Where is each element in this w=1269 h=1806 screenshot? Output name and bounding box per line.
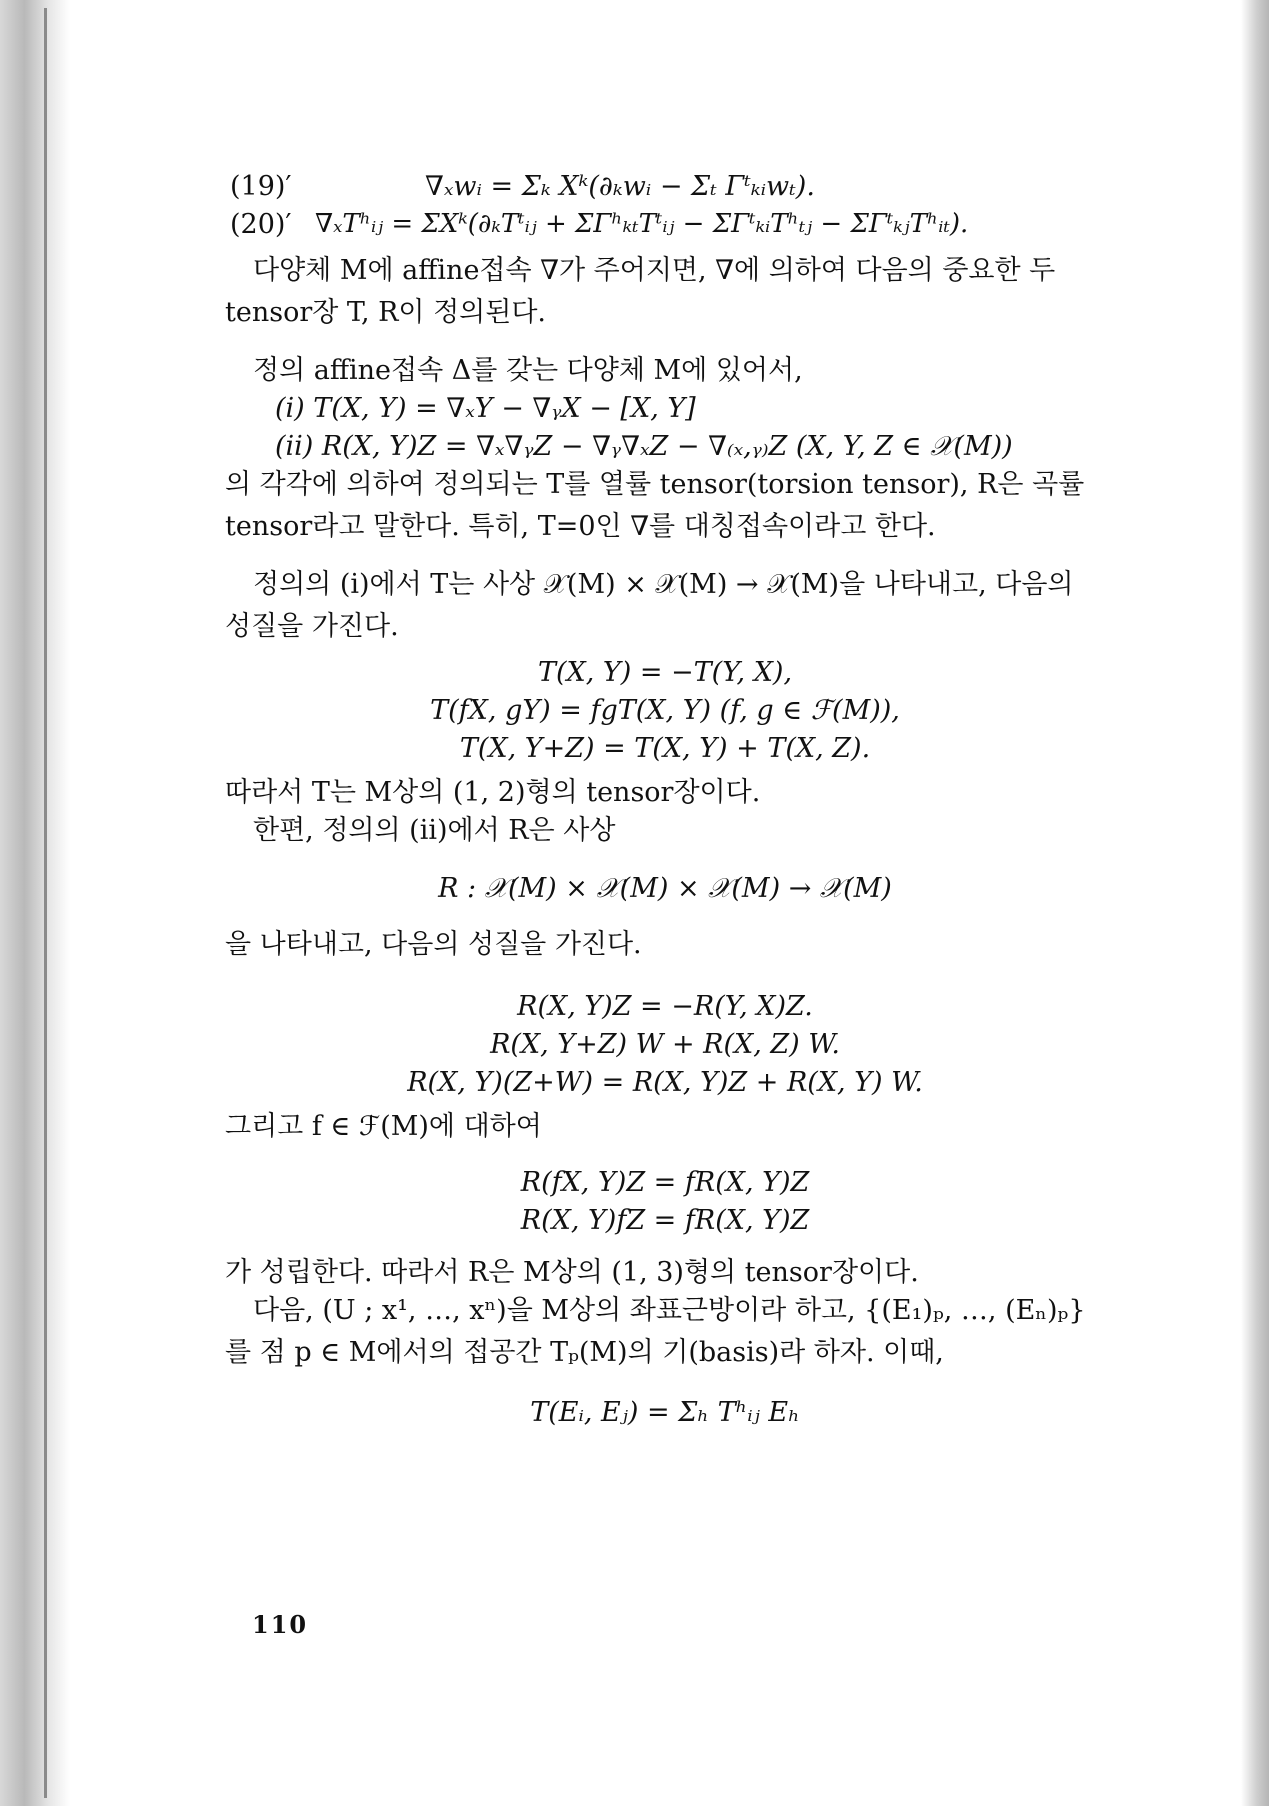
curvature-property-2: R(X, Y+Z) W + R(X, Z) W. <box>490 1029 840 1060</box>
torsion-property-3: T(X, Y+Z) = T(X, Y) + T(X, Z). <box>459 733 871 764</box>
torsion-property-1: T(X, Y) = −T(Y, X), <box>537 657 793 688</box>
curvature-function-property-2: R(X, Y)fZ = fR(X, Y)Z <box>520 1205 810 1236</box>
curvature-function-property-1: R(fX, Y)Z = fR(X, Y)Z <box>520 1167 810 1198</box>
final-equation: T(Eᵢ, Eⱼ) = Σₕ Tʰᵢⱼ Eₕ <box>530 1397 800 1428</box>
paragraph-intro: 다양체 M에 affine접속 ∇가 주어지면, ∇에 의하여 다음의 중요한 두 tensor장 T, R이 정의된다. <box>225 255 1056 328</box>
paragraph-curvature-map-intro: 한편, 정의의 (ii)에서 R은 사상 <box>253 815 616 846</box>
page-right-shadow <box>1241 0 1269 1806</box>
paragraph-function-linearity: 그리고 f ∈ ℱ(M)에 대하여 <box>225 1111 542 1142</box>
torsion-property-2: T(fX, gY) = fgT(X, Y) (f, g ∈ ℱ(M)), <box>430 695 900 726</box>
paragraph-torsion-properties: 정의의 (i)에서 T는 사상 𝒳(M) × 𝒳(M) → 𝒳(M)을 나타내고, 다음의 성질을 가진다. <box>225 569 1074 642</box>
equation-19: ∇ₓwᵢ = Σₖ Xᵏ(∂ₖwᵢ − Σₜ Γᵗₖᵢwₜ). <box>425 171 815 202</box>
book-spine-edge <box>44 8 47 1798</box>
book-spine-shadow <box>0 0 70 1806</box>
paragraph-torsion-tensor: 따라서 T는 M상의 (1, 2)형의 tensor장이다. <box>225 777 761 808</box>
definition-heading: 정의 affine접속 Δ를 갖는 다양체 M에 있어서, <box>253 355 803 386</box>
paragraph-curvature-tensor: 가 성립한다. 따라서 R은 M상의 (1, 3)형의 tensor장이다. <box>225 1257 919 1288</box>
definition-item-ii: (ii) R(X, Y)Z = ∇ₓ∇ᵧZ − ∇ᵧ∇ₓZ − ∇₍ₓ,ᵧ₎Z (X, Y, Z ∈ 𝒳(M)) <box>275 431 1013 462</box>
equation-19-label: (19)′ <box>230 171 292 202</box>
page-number: 110 <box>252 1610 309 1639</box>
definition-conclusion: 의 각각에 의하여 정의되는 T를 열률 tensor(torsion tensor), R은 곡률 tensor라고 말한다. 특히, T=0인 ∇를 대칭접속이라고 한다. <box>225 469 1085 542</box>
paragraph-coordinate-basis: 다음, (U ; x¹, …, xⁿ)을 M상의 좌표근방이라 하고, {(E₁)ₚ, …, (Eₙ)ₚ}를 점 p ∈ M에서의 접공간 Tₚ(M)의 기(basis)라 하자. 이때, <box>225 1295 1086 1368</box>
equation-20: ∇ₓTʰᵢⱼ = ΣXᵏ(∂ₖTᵗᵢⱼ + ΣΓʰₖₜTᵗᵢⱼ − ΣΓᵗₖᵢTʰₜⱼ − ΣΓᵗₖⱼTʰᵢₜ). <box>315 209 969 239</box>
curvature-property-1: R(X, Y)Z = −R(Y, X)Z. <box>517 991 813 1022</box>
curvature-property-3: R(X, Y)(Z+W) = R(X, Y)Z + R(X, Y) W. <box>407 1067 923 1098</box>
definition-item-i: (i) T(X, Y) = ∇ₓY − ∇ᵧX − [X, Y] <box>275 393 696 424</box>
paragraph-curvature-properties: 을 나타내고, 다음의 성질을 가진다. <box>225 929 642 960</box>
equation-20-label: (20)′ <box>230 209 292 240</box>
curvature-map: R : 𝒳(M) × 𝒳(M) × 𝒳(M) → 𝒳(M) <box>438 873 892 904</box>
